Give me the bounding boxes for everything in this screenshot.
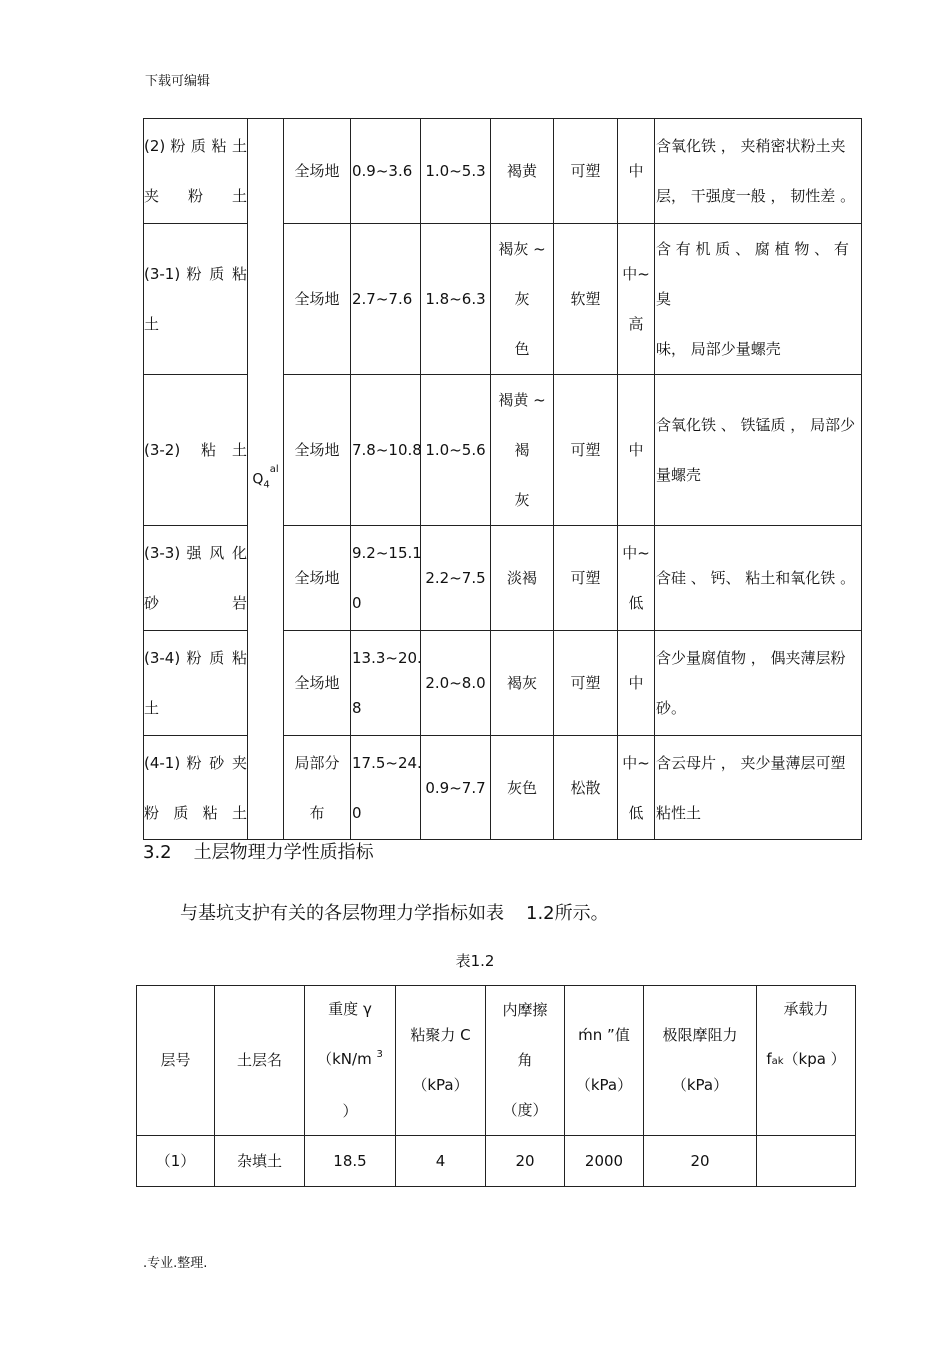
cell-layer-name: (3-3) 强 风 化 砂岩 xyxy=(144,526,248,631)
section-heading xyxy=(143,838,374,864)
cell-color: 灰色 xyxy=(491,736,554,840)
cell-layer: （1） xyxy=(137,1136,215,1187)
cell-thickness: 2.0~8.0 xyxy=(421,631,491,736)
cell-compressibility: 中~ 高 xyxy=(618,224,655,375)
cell-depth: 17.5~24. 0 xyxy=(351,736,421,840)
page-header: 下载可编辑 xyxy=(145,74,211,89)
cell-thickness: 0.9~7.7 xyxy=(421,736,491,840)
cell-description: 含氧化铁 ， 夹稍密状粉土夹 层， 干强度一般 ， 韧性差 。 xyxy=(655,119,862,224)
paragraph-text: 与基坑支护有关的各层物理力学指标如表 xyxy=(180,903,504,924)
cell-color: 淡褐 xyxy=(491,526,554,631)
soil-properties-table xyxy=(136,985,856,1187)
cell-layer-name: (4-1) 粉 砂 夹 粉质粘土 xyxy=(144,736,248,840)
geologic-age-label: $Q_4^{al}$ xyxy=(252,464,279,491)
cell-distribution: 全场地 xyxy=(284,526,351,631)
cell-depth: 9.2~15.1 0 xyxy=(351,526,421,631)
cell-depth: 0.9~3.6 xyxy=(351,119,421,224)
header-bearing: 承载力 fak（kpa ） xyxy=(757,986,856,1136)
header-layer: 层号 xyxy=(137,986,215,1136)
cell-state: 可塑 xyxy=(554,526,618,631)
cell-limit-friction: 20 xyxy=(644,1136,757,1187)
cell-compressibility: 中~ 低 xyxy=(618,736,655,840)
cell-distribution: 全场地 xyxy=(284,631,351,736)
header-friction: 内摩擦 角 （度） xyxy=(486,986,565,1136)
soil-layer-table xyxy=(143,118,862,840)
cell-description: 含少量腐值物 ， 偶夹薄层粉 砂。 xyxy=(655,631,862,736)
cell-compressibility: 中~ 低 xyxy=(618,526,655,631)
table-row xyxy=(137,1136,856,1187)
section-title: 土层物理力学性质指标 xyxy=(193,842,374,863)
cell-color: 褐灰 xyxy=(491,631,554,736)
cell-state: 可塑 xyxy=(554,375,618,526)
table-row xyxy=(144,119,862,224)
page-footer: .专业.整理. xyxy=(143,1256,208,1271)
cell-bearing xyxy=(757,1136,856,1187)
cell-distribution: 全场地 xyxy=(284,375,351,526)
cell-thickness: 1.8~6.3 xyxy=(421,224,491,375)
cell-layer-name: (2) 粉 质 粘 土 夹粉土 xyxy=(144,119,248,224)
body-paragraph xyxy=(180,899,609,925)
cell-distribution: 全场地 xyxy=(284,224,351,375)
cell-geologic-age xyxy=(248,119,284,840)
header-fm: ḿn ”值 （kPa） xyxy=(565,986,644,1136)
cell-state: 可塑 xyxy=(554,119,618,224)
cell-color: 褐黄 ~ 褐 灰 xyxy=(491,375,554,526)
cell-layer-name: (3-4) 粉 质 粘 土 xyxy=(144,631,248,736)
header-name: 土层名 xyxy=(215,986,305,1136)
cell-state: 软塑 xyxy=(554,224,618,375)
cell-state: 可塑 xyxy=(554,631,618,736)
cell-layer-name: (3-1) 粉 质 粘 土 xyxy=(144,224,248,375)
table-header-row xyxy=(137,986,856,1136)
header-limit-friction: 极限摩阻力 （kPa） xyxy=(644,986,757,1136)
cell-description: 含氧化铁 、 铁锰质 ， 局部少 量螺壳 xyxy=(655,375,862,526)
cell-state: 松散 xyxy=(554,736,618,840)
cell-description: 含云母片 ， 夹少量薄层可塑 粘性土 xyxy=(655,736,862,840)
cell-compressibility: 中 xyxy=(618,119,655,224)
cell-thickness: 1.0~5.3 xyxy=(421,119,491,224)
cell-layer-name: (3-2) 粘土 xyxy=(144,375,248,526)
header-density: 重度 γ （kN/m $^3$ ） xyxy=(305,986,396,1136)
cell-distribution: 局部分 布 xyxy=(284,736,351,840)
header-cohesion: 粘聚力 C （kPa） xyxy=(396,986,486,1136)
cell-compressibility: 中 xyxy=(618,631,655,736)
cell-friction: 20 xyxy=(486,1136,565,1187)
cell-density: 18.5 xyxy=(305,1136,396,1187)
cell-thickness: 1.0~5.6 xyxy=(421,375,491,526)
cell-depth: 2.7~7.6 xyxy=(351,224,421,375)
cell-thickness: 2.2~7.5 xyxy=(421,526,491,631)
cell-description: 含 有 机 质 、 腐 植 物 、 有 臭 味， 局部少量螺壳 xyxy=(655,224,862,375)
cell-distribution: 全场地 xyxy=(284,119,351,224)
section-number: 3.2 xyxy=(143,842,172,863)
cell-name: 杂填土 xyxy=(215,1136,305,1187)
table-caption: 表1.2 xyxy=(455,952,495,970)
cell-compressibility: 中 xyxy=(618,375,655,526)
cell-color: 褐灰 ~ 灰 色 xyxy=(491,224,554,375)
cell-cohesion: 4 xyxy=(396,1136,486,1187)
cell-depth: 13.3~20. 8 xyxy=(351,631,421,736)
cell-description: 含硅 、 钙、 粘土和氧化铁 。 xyxy=(655,526,862,631)
cell-color: 褐黄 xyxy=(491,119,554,224)
table-reference: 1.2所示。 xyxy=(526,903,609,924)
cell-fm: 2000 xyxy=(565,1136,644,1187)
cell-depth: 7.8~10.8 xyxy=(351,375,421,526)
